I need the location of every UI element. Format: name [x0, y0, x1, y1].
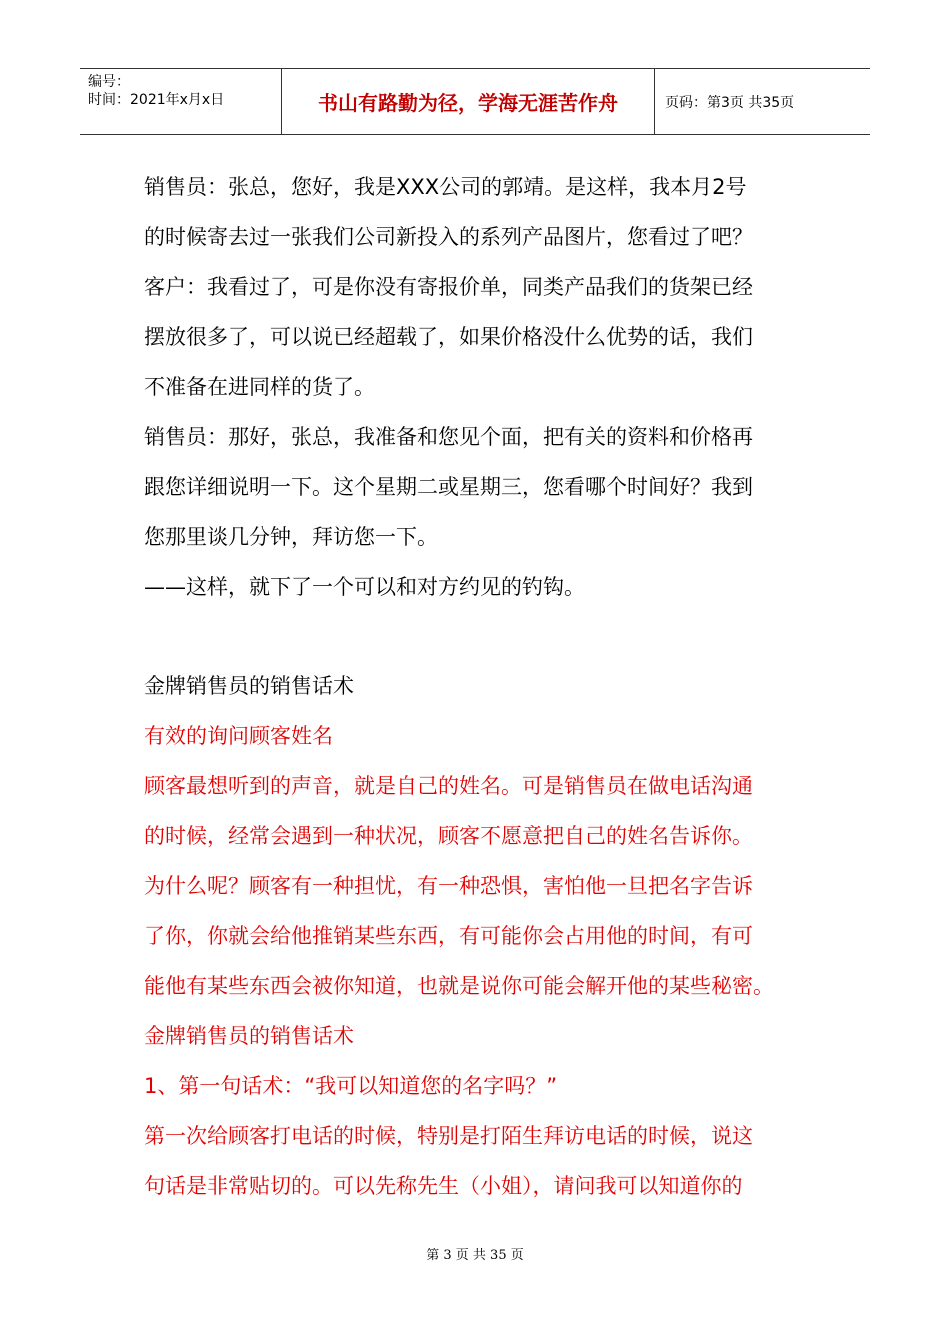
section-title: 金牌销售员的销售话术: [144, 674, 354, 698]
text-line: 不准备在进同样的货了。: [144, 375, 375, 399]
paragraph-gap: [144, 612, 814, 661]
text-line: 的时候寄去过一张我们公司新投入的系列产品图片，您看过了吧？: [144, 225, 753, 249]
page-footer: 第 3 页 共 35 页: [426, 1248, 524, 1263]
text-line-red: 为什么呢？顾客有一种担忧，有一种恐惧，害怕他一旦把名字告诉: [144, 874, 753, 898]
text-line: 销售员：张总，您好，我是XXX公司的郭靖。是这样，我本月2号: [144, 175, 747, 199]
document-body: [144, 162, 814, 1211]
text-line: ——这样，就下了一个可以和对方约见的钓钩。: [144, 575, 585, 599]
text-line: 销售员：那好，张总，我准备和您见个面，把有关的资料和价格再: [144, 425, 753, 449]
header-motto: 书山有路勤为径，学海无涯苦作舟: [282, 69, 655, 134]
header-page-info: 页码：第3页 共35页: [665, 94, 795, 111]
text-line: 您那里谈几分钟，拜访您一下。: [144, 525, 438, 549]
text-line-red: 的时候，经常会遇到一种状况，顾客不愿意把自己的姓名告诉你。: [144, 824, 753, 848]
text-line-red: 了你，你就会给他推销某些东西，有可能你会占用他的时间，有可: [144, 924, 753, 948]
text-line-red: 顾客最想听到的声音，就是自己的姓名。可是销售员在做电话沟通: [144, 774, 753, 798]
section-title-red: 金牌销售员的销售话术: [144, 1024, 354, 1048]
text-line-red: 句话是非常贴切的。可以先称先生（小姐），请问我可以知道你的: [144, 1174, 743, 1198]
number-label: 编号：: [88, 74, 130, 90]
date-label: 时间：2021年x月x日: [88, 92, 225, 108]
text-line: 跟您详细说明一下。这个星期二或星期三，您看哪个时间好？我到: [144, 475, 753, 499]
text-line: 客户：我看过了，可是你没有寄报价单，同类产品我们的货架已经: [144, 275, 753, 299]
subsection-title: 有效的询问顾客姓名: [144, 724, 333, 748]
page-header: [80, 68, 870, 135]
text-line-red: 能他有某些东西会被你知道，也就是说你可能会解开他的某些秘密。: [144, 974, 774, 998]
text-line-red: 第一次给顾客打电话的时候，特别是打陌生拜访电话的时候，说这: [144, 1124, 753, 1148]
header-meta: [80, 69, 282, 134]
text-line-red: 1、第一句话术：“我可以知道您的名字吗？”: [144, 1074, 558, 1098]
text-line: 摆放很多了，可以说已经超载了，如果价格没什么优势的话，我们: [144, 325, 753, 349]
